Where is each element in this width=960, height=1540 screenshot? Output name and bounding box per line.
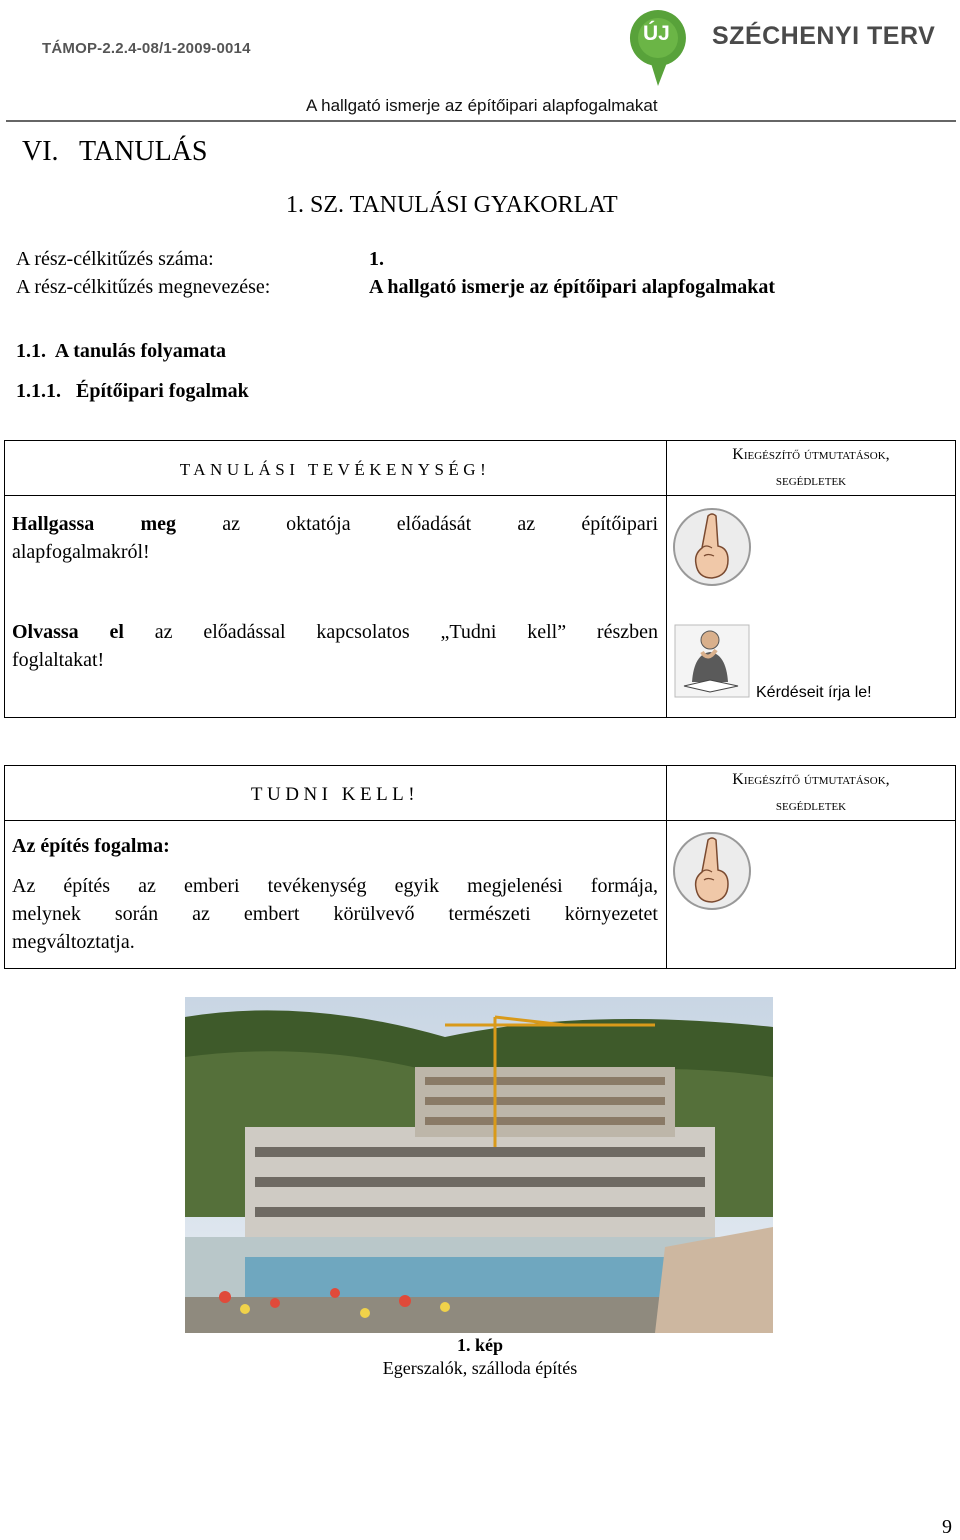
page-number: 9	[942, 1516, 952, 1538]
header-subtitle: A hallgató ismerje az építőipari alapfogalmakat	[306, 96, 658, 115]
header-rule	[6, 120, 956, 122]
activity-side-note: Kérdéseit írja le!	[756, 684, 872, 701]
activity-task2-rest: az előadással kapcsolatos „Tudni kell” részben	[154, 621, 659, 643]
pointing-hand-icon	[672, 830, 752, 912]
activity-title-rule	[4, 495, 956, 496]
objective-name-label: A rész-célkitűzés megnevezése:	[16, 276, 271, 298]
activity-task2-bold: Olvassa el	[12, 621, 124, 643]
knowledge-side-title-line2: segédletek	[775, 797, 847, 814]
pointing-hand-icon	[672, 506, 752, 588]
chapter-title: VI. TANULÁS	[22, 136, 208, 167]
activity-task2-line2: foglaltakat!	[12, 649, 105, 671]
knowledge-definition-line2: melynek során az embert körülvevő természeti környezetet	[12, 903, 658, 925]
figure-caption-number: 1. kép	[456, 1335, 503, 1355]
knowledge-side-title	[666, 767, 956, 819]
knowledge-side-title-line1: Kiegészítő útmutatások,	[732, 771, 890, 788]
reading-person-icon	[674, 624, 750, 698]
logo-brand: SZÉCHENYI TERV	[712, 22, 936, 50]
activity-task2	[12, 618, 658, 646]
section-heading: 1.1. A tanulás folyamata	[16, 340, 227, 362]
logo-badge: ÚJ	[643, 22, 670, 45]
activity-side-title-line1: Kiegészítő útmutatások,	[732, 446, 890, 463]
activity-task1-bold: Hallgassa meg	[12, 513, 176, 535]
activity-task1-line2: alapfogalmakról!	[12, 541, 150, 563]
exercise-title: 1. SZ. TANULÁSI GYAKORLAT	[286, 192, 618, 218]
knowledge-box-title: TUDNI KELL!	[250, 784, 420, 805]
activity-task1-rest: az oktatója előadását az építőipari	[222, 513, 659, 535]
activity-side-title	[666, 442, 956, 494]
figure-caption-text: Egerszalók, szálloda építés	[382, 1358, 578, 1378]
knowledge-definition-line1: Az építés az emberi tevékenység egyik megjelenési formája,	[12, 875, 658, 897]
activity-box-title: TANULÁSI TEVÉKENYSÉG!	[179, 460, 491, 479]
objective-number-label: A rész-célkitűzés száma:	[16, 248, 214, 270]
construction-site-photo	[185, 997, 773, 1333]
objective-number-value: 1.	[369, 248, 384, 270]
knowledge-title-rule	[4, 820, 956, 821]
activity-task1	[12, 510, 658, 538]
knowledge-definition-line3: megváltoztatja.	[12, 931, 135, 953]
subsection-heading: 1.1.1. Építőipari fogalmak	[16, 380, 249, 402]
project-code: TÁMOP-2.2.4-08/1-2009-0014	[42, 40, 251, 57]
knowledge-term-heading: Az építés fogalma:	[12, 835, 170, 857]
objective-name-value: A hallgató ismerje az építőipari alapfogalmakat	[369, 276, 776, 298]
activity-side-title-line2: segédletek	[775, 472, 847, 489]
